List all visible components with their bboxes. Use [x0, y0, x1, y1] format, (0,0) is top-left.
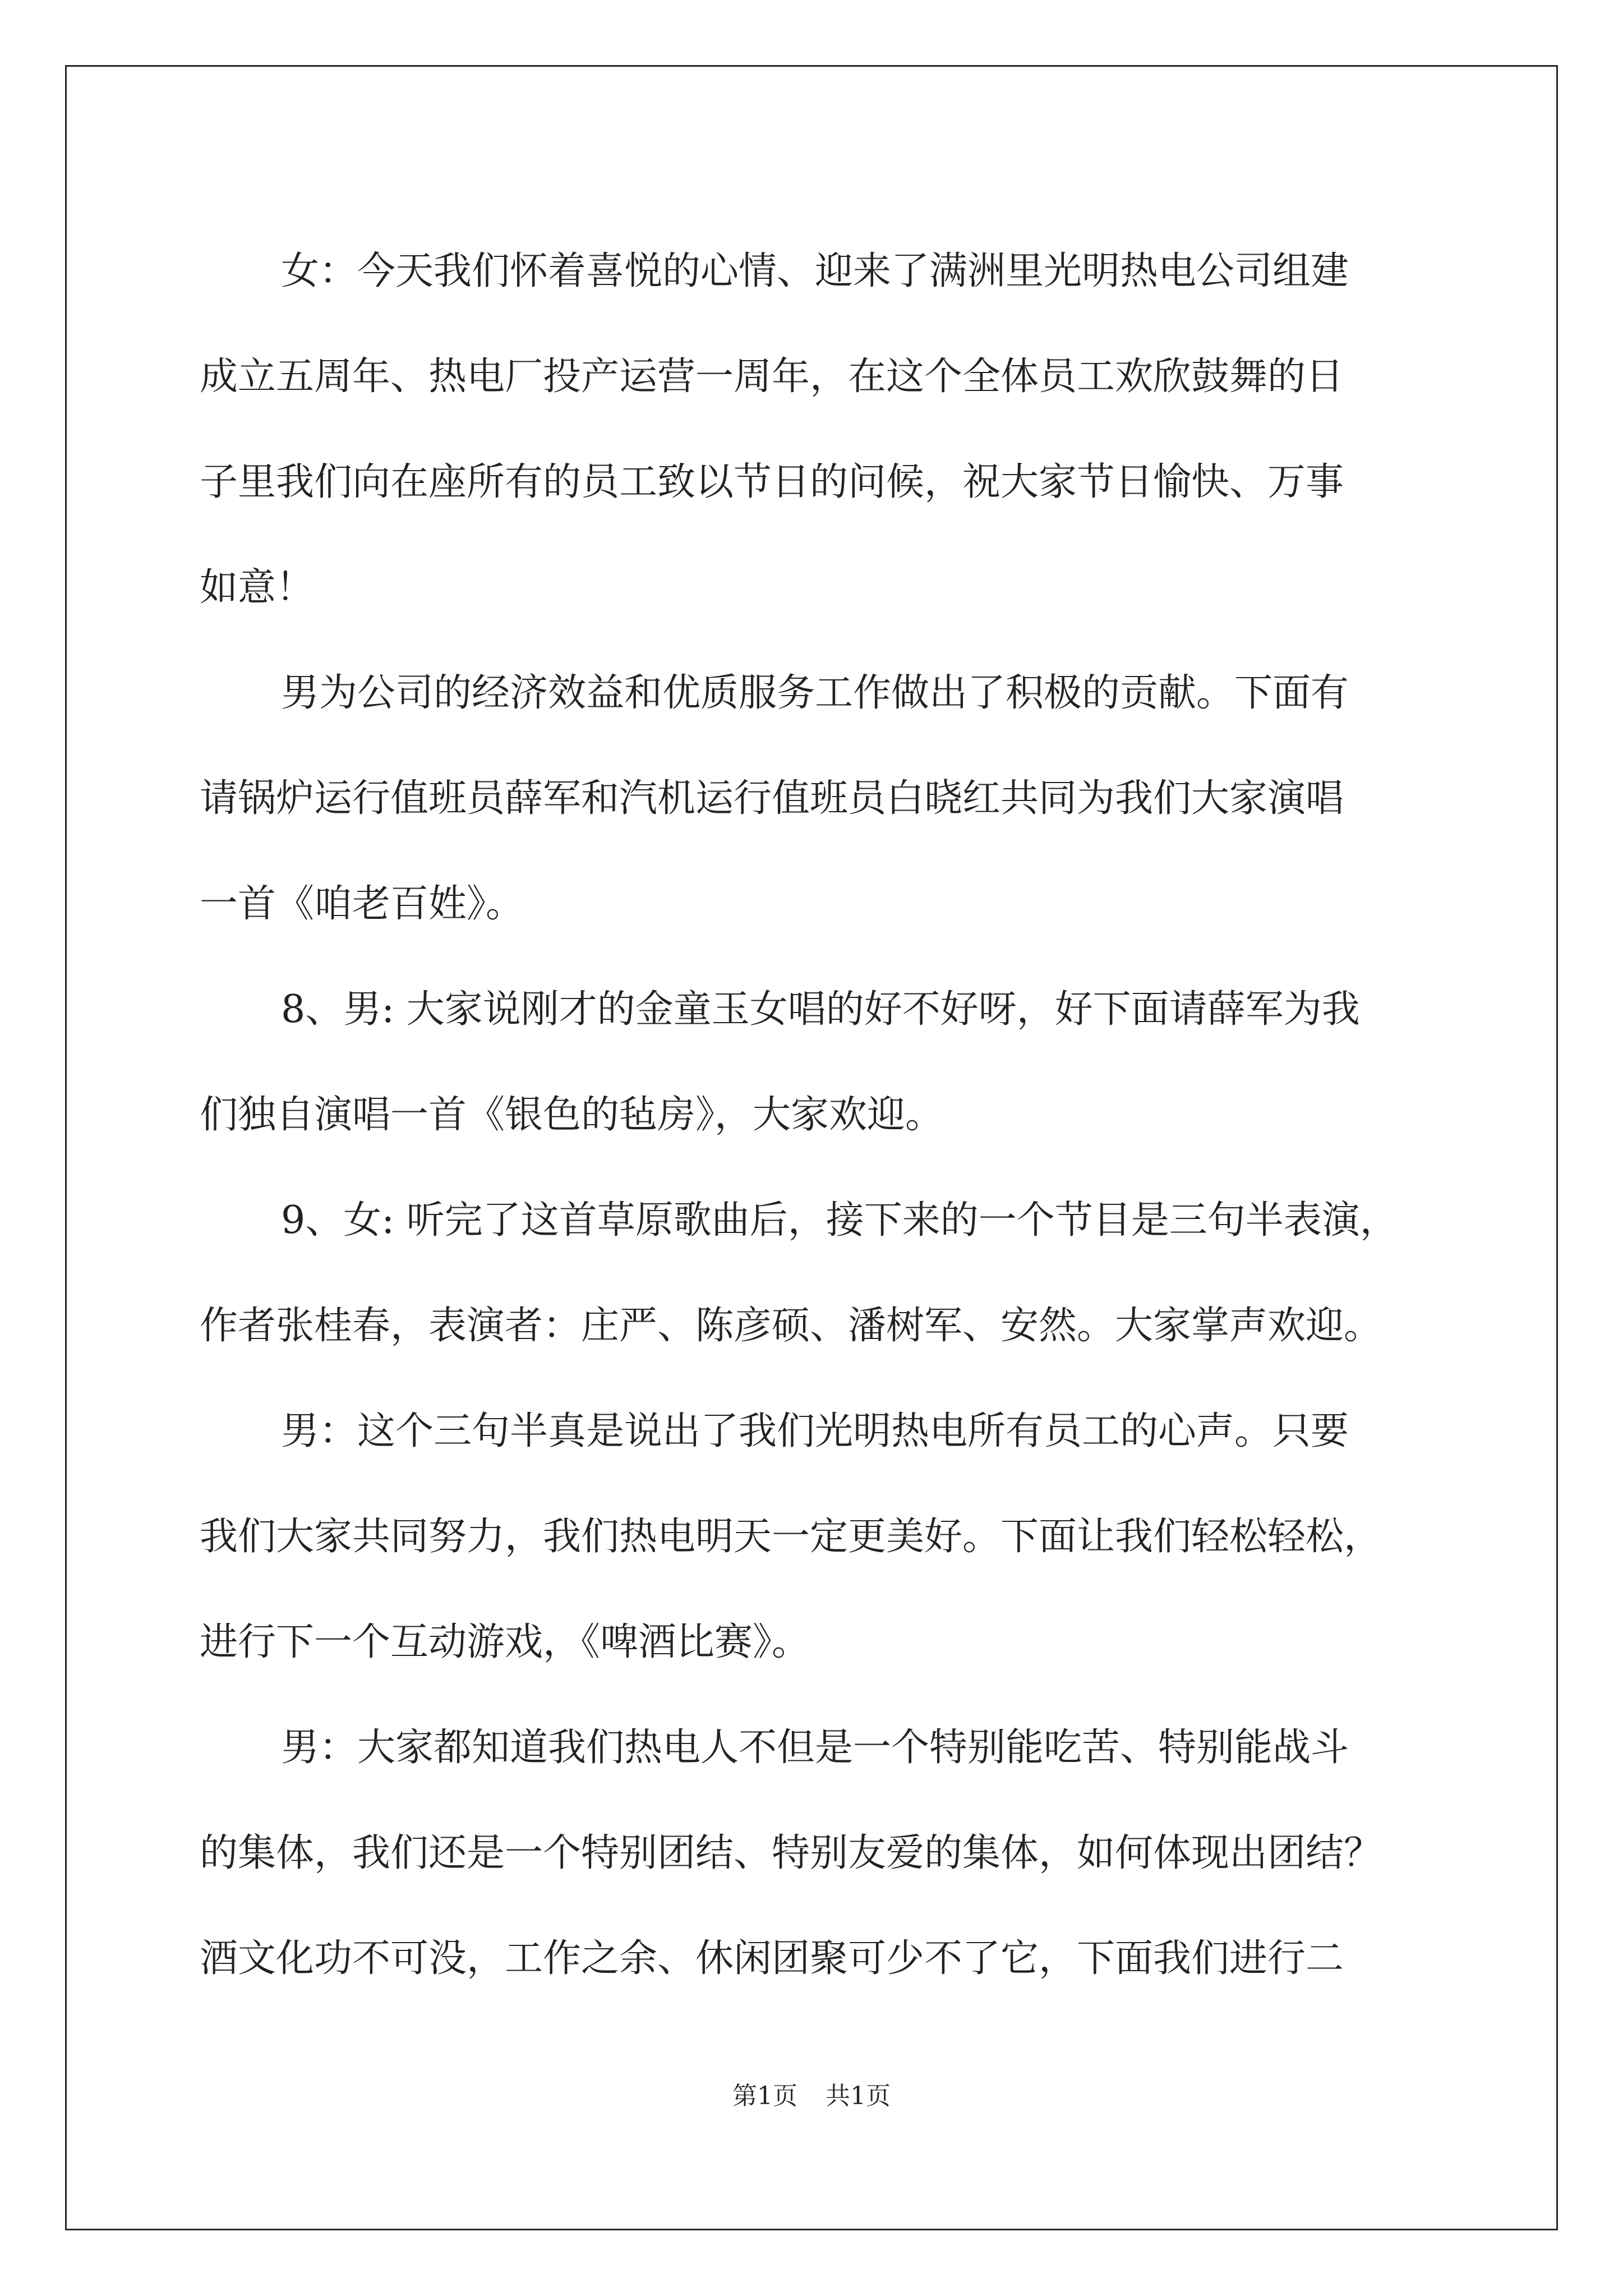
text-line: 酒文化功不可没，工作之余、休闲团聚可少不了它，下面我们进行二 [200, 1936, 1344, 1981]
text-line: 我们大家共同努力，我们热电明天一定更美好。下面让我们轻松轻松， [200, 1515, 1382, 1559]
page-footer [0, 2076, 1623, 2111]
text-line: 成立五周年、热电厂投产运营一周年，在这个全体员工欢欣鼓舞的日 [200, 355, 1344, 399]
paragraph-2 [200, 641, 1433, 957]
document-body [200, 219, 1433, 2012]
text-line: 男为公司的经济效益和优质服务工作做出了积极的贡献。下面有 [281, 671, 1349, 715]
page-number: 第1页 [732, 2082, 797, 2110]
paragraph-1 [200, 219, 1433, 641]
text-line: 作者张桂春，表演者：庄严、陈彦硕、潘树军、安然。大家掌声欢迎。 [200, 1304, 1382, 1348]
text-line: 如意！ [200, 565, 315, 610]
text-line: 的集体，我们还是一个特别团结、特别友爱的集体，如何体现出团结？ [200, 1831, 1382, 1875]
paragraph-5 [200, 1379, 1433, 1695]
text-line: 请锅炉运行值班员薛军和汽机运行值班员白晓红共同为我们大家演唱 [200, 776, 1344, 821]
page-total: 共1页 [826, 2082, 891, 2110]
paragraph-3 [200, 957, 1433, 1168]
text-line: 男：大家都知道我们热电人不但是一个特别能吃苦、特别能战斗 [281, 1726, 1349, 1770]
text-line: 女：今天我们怀着喜悦的心情、迎来了满洲里光明热电公司组建 [281, 249, 1349, 293]
text-line: 一首《咱老百姓》。 [200, 882, 524, 926]
text-line: 9、女: 听完了这首草原歌曲后，接下来的一个节目是三句半表演， [281, 1198, 1398, 1243]
text-line: 进行下一个互动游戏，《啤酒比赛》。 [200, 1620, 810, 1664]
text-line: 们独自演唱一首《银色的毡房》，大家欢迎。 [200, 1093, 944, 1137]
text-line: 男：这个三句半真是说出了我们光明热电所有员工的心声。只要 [281, 1409, 1349, 1453]
text-line: 8、男: 大家说刚才的金童玉女唱的好不好呀，好下面请薛军为我 [281, 987, 1360, 1032]
paragraph-4 [200, 1168, 1433, 1379]
paragraph-6 [200, 1695, 1433, 2012]
text-line: 子里我们向在座所有的员工致以节日的问候，祝大家节日愉快、万事 [200, 460, 1344, 504]
